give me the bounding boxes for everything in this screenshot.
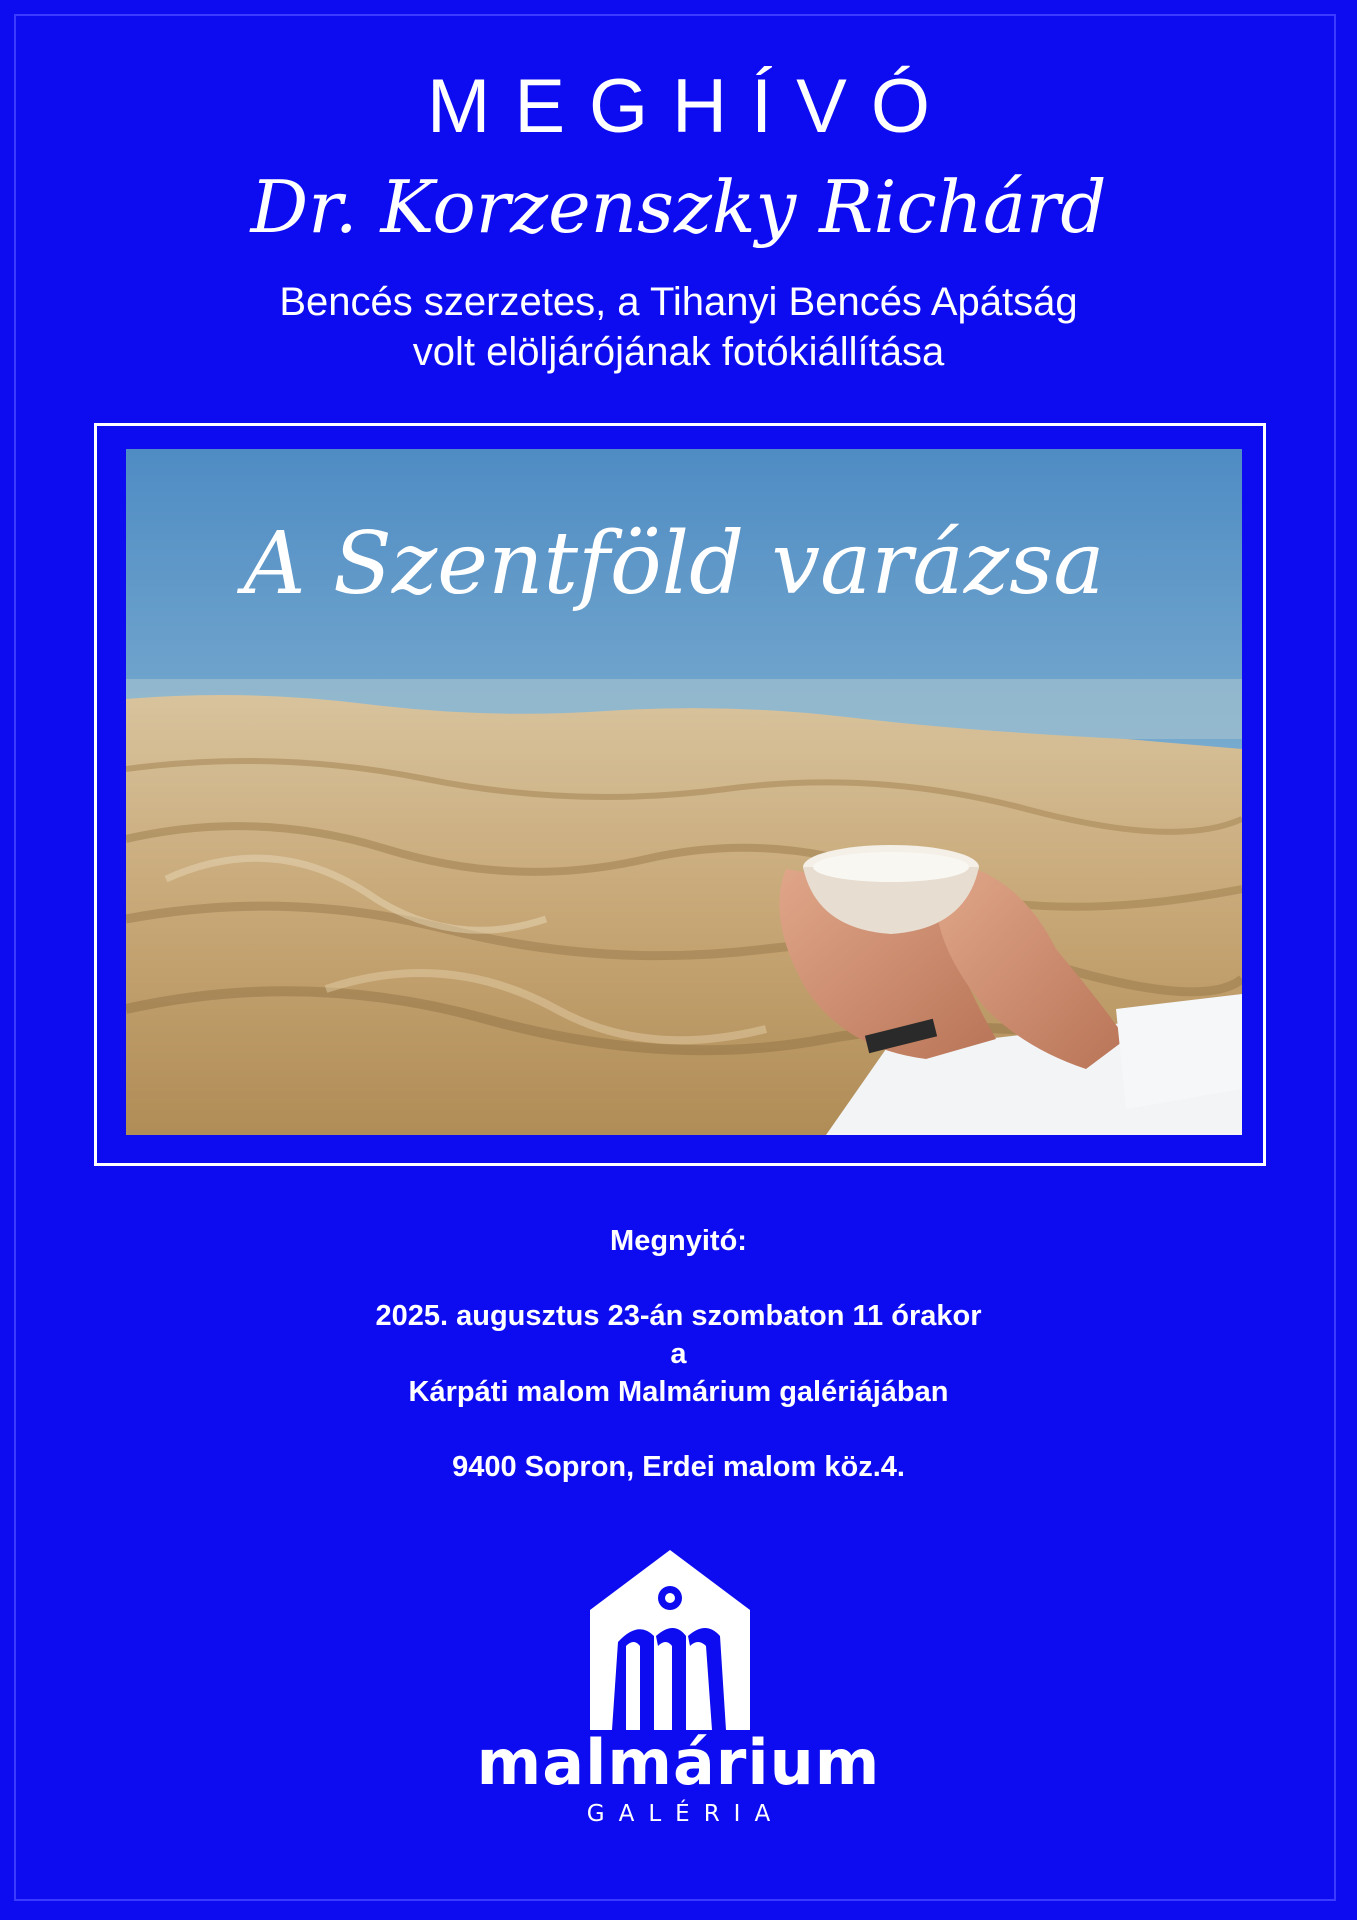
logo-wordmark: malmárium [476,1726,881,1799]
exhibition-title: A Szentföld varázsa [243,514,1105,614]
photographer-name: Dr. Korzenszky Richárd [250,165,1107,249]
logo-subtitle: GALÉRIA [586,1801,785,1827]
malmarium-house-logo-icon [590,1550,750,1730]
subtitle-line-2: volt elöljárójának fotókiállítása [412,330,945,374]
opening-venue: Kárpáti malom Malmárium galériájában [408,1376,949,1408]
exhibition-photo [126,449,1242,1135]
opening-connector: a [670,1338,687,1370]
venue-address: 9400 Sopron, Erdei malom köz.4. [452,1451,905,1483]
subtitle-line-1: Bencés szerzetes, a Tihanyi Bencés Apátság [279,280,1078,324]
exhibition-subtitle [0,277,1357,377]
opening-date: 2025. augusztus 23-án szombaton 11 órakor [375,1300,982,1332]
opening-label: Megnyitó: [610,1225,747,1257]
invitation-title: MEGHÍVÓ [427,64,954,149]
